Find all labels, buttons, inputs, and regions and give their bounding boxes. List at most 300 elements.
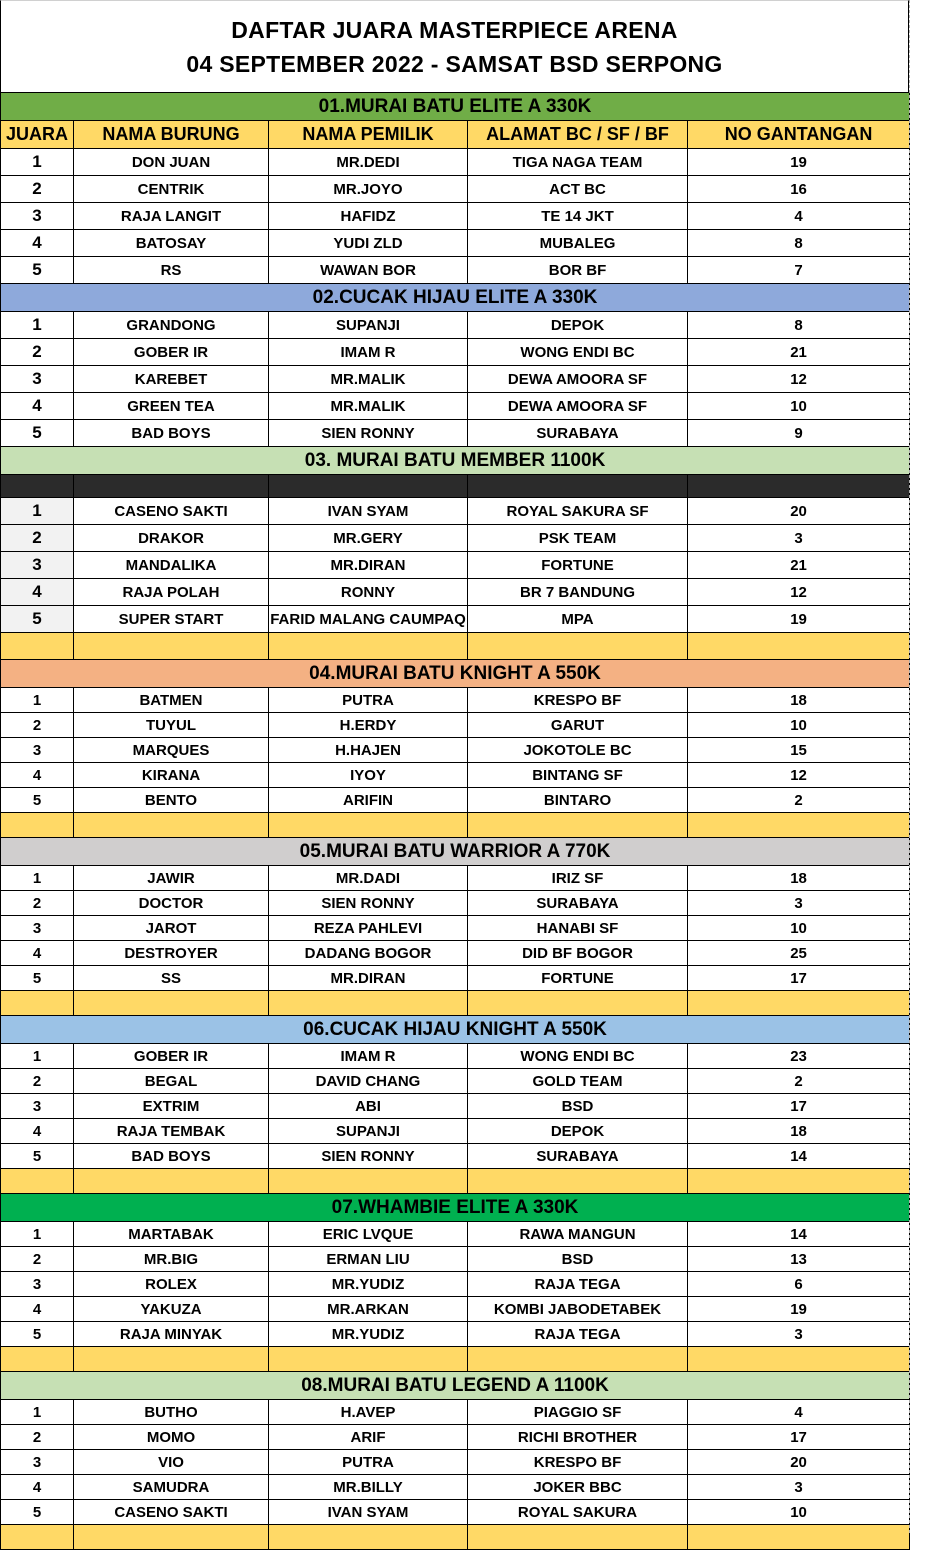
blank-cell: [468, 1525, 688, 1550]
rank-cell: 2: [1, 713, 74, 738]
bird-name-cell: BAD BOYS: [74, 420, 269, 447]
address-cell: MPA: [468, 606, 688, 633]
results-table: [0, 92, 910, 1550]
table-row: [1, 393, 910, 420]
address-cell: DEPOK: [468, 1119, 688, 1144]
blank-row: [1, 1169, 910, 1194]
table-row: [1, 916, 910, 941]
owner-name-cell: ARIF: [269, 1425, 468, 1450]
bird-name-cell: MANDALIKA: [74, 552, 269, 579]
blank-cell: [269, 991, 468, 1016]
rank-cell: 4: [1, 393, 74, 420]
owner-name-cell: MR.YUDIZ: [269, 1322, 468, 1347]
owner-name-cell: SIEN RONNY: [269, 1144, 468, 1169]
rank-cell: 3: [1, 916, 74, 941]
blank-cell: [269, 1169, 468, 1194]
blank-cell: [688, 1347, 910, 1372]
table-row: [1, 149, 910, 176]
rank-cell: 2: [1, 525, 74, 552]
blank-cell: [74, 1169, 269, 1194]
section-title: 08.MURAI BATU LEGEND A 1100K: [1, 1372, 910, 1400]
blank-cell: [688, 1169, 910, 1194]
cage-number-cell: 10: [688, 713, 910, 738]
owner-name-cell: MR.GERY: [269, 525, 468, 552]
address-cell: IRIZ SF: [468, 866, 688, 891]
section-header-row: [1, 1194, 910, 1222]
table-row: [1, 203, 910, 230]
table-row: [1, 525, 910, 552]
rank-cell: 1: [1, 149, 74, 176]
rank-cell: 2: [1, 339, 74, 366]
bird-name-cell: TUYUL: [74, 713, 269, 738]
cage-number-cell: 2: [688, 1069, 910, 1094]
bird-name-cell: BATMEN: [74, 688, 269, 713]
owner-name-cell: IYOY: [269, 763, 468, 788]
dark-bar-row: [1, 475, 910, 498]
table-row: [1, 1144, 910, 1169]
cage-number-cell: 3: [688, 525, 910, 552]
bird-name-cell: CASENO SAKTI: [74, 1500, 269, 1525]
cage-number-cell: 8: [688, 312, 910, 339]
owner-name-cell: SUPANJI: [269, 312, 468, 339]
owner-name-cell: MR.BILLY: [269, 1475, 468, 1500]
address-cell: TIGA NAGA TEAM: [468, 149, 688, 176]
address-cell: PSK TEAM: [468, 525, 688, 552]
owner-name-cell: MR.DADI: [269, 866, 468, 891]
address-cell: KRESPO BF: [468, 1450, 688, 1475]
rank-cell: 5: [1, 257, 74, 284]
bird-name-cell: SUPER START: [74, 606, 269, 633]
owner-name-cell: H.ERDY: [269, 713, 468, 738]
rank-cell: 1: [1, 312, 74, 339]
address-cell: BOR BF: [468, 257, 688, 284]
rank-cell: 5: [1, 1500, 74, 1525]
cage-number-cell: 3: [688, 1322, 910, 1347]
rank-cell: 3: [1, 1272, 74, 1297]
address-cell: BINTARO: [468, 788, 688, 813]
table-row: [1, 763, 910, 788]
rank-cell: 5: [1, 1322, 74, 1347]
blank-cell: [74, 813, 269, 838]
cage-number-cell: 4: [688, 1400, 910, 1425]
dark-cell: [1, 475, 74, 498]
blank-cell: [1, 991, 74, 1016]
owner-name-cell: MR.DIRAN: [269, 552, 468, 579]
owner-name-cell: H.AVEP: [269, 1400, 468, 1425]
rank-cell: 5: [1, 966, 74, 991]
blank-cell: [269, 1347, 468, 1372]
address-cell: KRESPO BF: [468, 688, 688, 713]
table-row: [1, 366, 910, 393]
bird-name-cell: MARTABAK: [74, 1222, 269, 1247]
address-cell: BSD: [468, 1247, 688, 1272]
owner-name-cell: MR.ARKAN: [269, 1297, 468, 1322]
bird-name-cell: JAROT: [74, 916, 269, 941]
blank-cell: [1, 1169, 74, 1194]
rank-cell: 3: [1, 203, 74, 230]
rank-cell: 4: [1, 941, 74, 966]
table-row: [1, 339, 910, 366]
owner-name-cell: ABI: [269, 1094, 468, 1119]
owner-name-cell: MR.MALIK: [269, 393, 468, 420]
bird-name-cell: GRANDONG: [74, 312, 269, 339]
table-row: [1, 420, 910, 447]
address-cell: ROYAL SAKURA SF: [468, 498, 688, 525]
bird-name-cell: CASENO SAKTI: [74, 498, 269, 525]
blank-cell: [468, 1347, 688, 1372]
rank-cell: 3: [1, 366, 74, 393]
section-header-row: [1, 1372, 910, 1400]
address-cell: SURABAYA: [468, 1144, 688, 1169]
address-cell: ACT BC: [468, 176, 688, 203]
address-cell: WONG ENDI BC: [468, 1044, 688, 1069]
rank-cell: 3: [1, 1450, 74, 1475]
rank-cell: 1: [1, 688, 74, 713]
blank-cell: [468, 1169, 688, 1194]
bird-name-cell: RAJA TEMBAK: [74, 1119, 269, 1144]
blank-row: [1, 1347, 910, 1372]
table-row: [1, 866, 910, 891]
owner-name-cell: RONNY: [269, 579, 468, 606]
blank-cell: [1, 633, 74, 660]
sheet-gridline: [909, 0, 942, 1533]
address-cell: BSD: [468, 1094, 688, 1119]
rank-cell: 5: [1, 420, 74, 447]
owner-name-cell: SIEN RONNY: [269, 891, 468, 916]
dark-cell: [688, 475, 910, 498]
bird-name-cell: EXTRIM: [74, 1094, 269, 1119]
blank-cell: [688, 1525, 910, 1550]
rank-cell: 2: [1, 176, 74, 203]
cage-number-cell: 19: [688, 1297, 910, 1322]
table-row: [1, 552, 910, 579]
blank-row: [1, 991, 910, 1016]
section-header-row: [1, 1016, 910, 1044]
address-cell: JOKOTOLE BC: [468, 738, 688, 763]
table-row: [1, 1450, 910, 1475]
table-row: [1, 1425, 910, 1450]
table-row: [1, 688, 910, 713]
cage-number-cell: 9: [688, 420, 910, 447]
table-row: [1, 498, 910, 525]
bird-name-cell: BENTO: [74, 788, 269, 813]
section-title: 03. MURAI BATU MEMBER 1100K: [1, 447, 910, 475]
title-line-1: DAFTAR JUARA MASTERPIECE ARENA: [231, 16, 678, 43]
owner-name-cell: IMAM R: [269, 339, 468, 366]
owner-name-cell: ERIC LVQUE: [269, 1222, 468, 1247]
section-header-row: [1, 838, 910, 866]
table-row: [1, 891, 910, 916]
address-cell: BINTANG SF: [468, 763, 688, 788]
address-cell: JOKER BBC: [468, 1475, 688, 1500]
table-row: [1, 230, 910, 257]
table-row: [1, 1247, 910, 1272]
cage-number-cell: 16: [688, 176, 910, 203]
cage-number-cell: 18: [688, 866, 910, 891]
table-row: [1, 1119, 910, 1144]
cage-number-cell: 12: [688, 579, 910, 606]
blank-cell: [269, 633, 468, 660]
owner-name-cell: PUTRA: [269, 688, 468, 713]
blank-cell: [269, 1525, 468, 1550]
address-cell: FORTUNE: [468, 966, 688, 991]
bird-name-cell: DON JUAN: [74, 149, 269, 176]
blank-cell: [269, 813, 468, 838]
column-header: ALAMAT BC / SF / BF: [468, 121, 688, 149]
address-cell: HANABI SF: [468, 916, 688, 941]
table-row: [1, 1272, 910, 1297]
rank-cell: 5: [1, 606, 74, 633]
cage-number-cell: 14: [688, 1144, 910, 1169]
cage-number-cell: 17: [688, 1425, 910, 1450]
bird-name-cell: DOCTOR: [74, 891, 269, 916]
cage-number-cell: 4: [688, 203, 910, 230]
blank-cell: [688, 633, 910, 660]
dark-cell: [269, 475, 468, 498]
section-title: 04.MURAI BATU KNIGHT A 550K: [1, 660, 910, 688]
rank-cell: 4: [1, 230, 74, 257]
table-row: [1, 1500, 910, 1525]
bird-name-cell: BATOSAY: [74, 230, 269, 257]
owner-name-cell: ERMAN LIU: [269, 1247, 468, 1272]
section-header-row: [1, 93, 910, 121]
rank-cell: 3: [1, 1094, 74, 1119]
address-cell: DEPOK: [468, 312, 688, 339]
cage-number-cell: 12: [688, 763, 910, 788]
bird-name-cell: ROLEX: [74, 1272, 269, 1297]
rank-cell: 4: [1, 1297, 74, 1322]
owner-name-cell: MR.YUDIZ: [269, 1272, 468, 1297]
blank-row: [1, 633, 910, 660]
owner-name-cell: MR.JOYO: [269, 176, 468, 203]
address-cell: KOMBI JABODETABEK: [468, 1297, 688, 1322]
address-cell: DEWA AMOORA SF: [468, 366, 688, 393]
cage-number-cell: 13: [688, 1247, 910, 1272]
bird-name-cell: RAJA LANGIT: [74, 203, 269, 230]
table-row: [1, 312, 910, 339]
owner-name-cell: SIEN RONNY: [269, 420, 468, 447]
rank-cell: 3: [1, 552, 74, 579]
bird-name-cell: RS: [74, 257, 269, 284]
cage-number-cell: 7: [688, 257, 910, 284]
cage-number-cell: 2: [688, 788, 910, 813]
cage-number-cell: 17: [688, 966, 910, 991]
bird-name-cell: SAMUDRA: [74, 1475, 269, 1500]
blank-cell: [1, 813, 74, 838]
table-row: [1, 1297, 910, 1322]
rank-cell: 2: [1, 1425, 74, 1450]
table-row: [1, 966, 910, 991]
owner-name-cell: MR.MALIK: [269, 366, 468, 393]
address-cell: SURABAYA: [468, 891, 688, 916]
cage-number-cell: 3: [688, 1475, 910, 1500]
cage-number-cell: 10: [688, 393, 910, 420]
bird-name-cell: CENTRIK: [74, 176, 269, 203]
section-title: 07.WHAMBIE ELITE A 330K: [1, 1194, 910, 1222]
address-cell: TE 14 JKT: [468, 203, 688, 230]
cage-number-cell: 19: [688, 606, 910, 633]
owner-name-cell: IVAN SYAM: [269, 1500, 468, 1525]
rank-cell: 1: [1, 498, 74, 525]
blank-cell: [468, 991, 688, 1016]
table-row: [1, 257, 910, 284]
rank-cell: 2: [1, 1069, 74, 1094]
bird-name-cell: MARQUES: [74, 738, 269, 763]
address-cell: RAJA TEGA: [468, 1322, 688, 1347]
bird-name-cell: RAJA POLAH: [74, 579, 269, 606]
blank-row: [1, 1525, 910, 1550]
address-cell: SURABAYA: [468, 420, 688, 447]
blank-cell: [74, 1347, 269, 1372]
bird-name-cell: RAJA MINYAK: [74, 1322, 269, 1347]
owner-name-cell: FARID MALANG CAUMPAQ: [269, 606, 468, 633]
address-cell: FORTUNE: [468, 552, 688, 579]
cage-number-cell: 19: [688, 149, 910, 176]
address-cell: GARUT: [468, 713, 688, 738]
table-row: [1, 1044, 910, 1069]
cage-number-cell: 15: [688, 738, 910, 763]
results-table-body: [1, 93, 910, 1550]
blank-cell: [468, 633, 688, 660]
owner-name-cell: HAFIDZ: [269, 203, 468, 230]
bird-name-cell: SS: [74, 966, 269, 991]
column-header: NAMA PEMILIK: [269, 121, 468, 149]
rank-cell: 4: [1, 1475, 74, 1500]
table-row: [1, 606, 910, 633]
section-title: 05.MURAI BATU WARRIOR A 770K: [1, 838, 910, 866]
table-row: [1, 738, 910, 763]
section-title: 01.MURAI BATU ELITE A 330K: [1, 93, 910, 121]
rank-cell: 1: [1, 1222, 74, 1247]
owner-name-cell: H.HAJEN: [269, 738, 468, 763]
blank-cell: [688, 991, 910, 1016]
owner-name-cell: REZA PAHLEVI: [269, 916, 468, 941]
bird-name-cell: DRAKOR: [74, 525, 269, 552]
bird-name-cell: BUTHO: [74, 1400, 269, 1425]
blank-cell: [1, 1347, 74, 1372]
bird-name-cell: YAKUZA: [74, 1297, 269, 1322]
section-header-row: [1, 447, 910, 475]
cage-number-cell: 20: [688, 1450, 910, 1475]
bird-name-cell: VIO: [74, 1450, 269, 1475]
owner-name-cell: YUDI ZLD: [269, 230, 468, 257]
rank-cell: 4: [1, 1119, 74, 1144]
table-row: [1, 1475, 910, 1500]
title-line-2: 04 SEPTEMBER 2022 - SAMSAT BSD SERPONG: [186, 50, 723, 77]
section-title: 06.CUCAK HIJAU KNIGHT A 550K: [1, 1016, 910, 1044]
title-block: [0, 0, 909, 92]
rank-cell: 1: [1, 866, 74, 891]
owner-name-cell: MR.DIRAN: [269, 966, 468, 991]
address-cell: RAJA TEGA: [468, 1272, 688, 1297]
bird-name-cell: KAREBET: [74, 366, 269, 393]
cage-number-cell: 3: [688, 891, 910, 916]
rank-cell: 4: [1, 763, 74, 788]
cage-number-cell: 17: [688, 1094, 910, 1119]
blank-cell: [688, 813, 910, 838]
address-cell: RICHI BROTHER: [468, 1425, 688, 1450]
table-row: [1, 1069, 910, 1094]
address-cell: ROYAL SAKURA: [468, 1500, 688, 1525]
cage-number-cell: 25: [688, 941, 910, 966]
cage-number-cell: 8: [688, 230, 910, 257]
address-cell: WONG ENDI BC: [468, 339, 688, 366]
column-header: NAMA BURUNG: [74, 121, 269, 149]
blank-row: [1, 813, 910, 838]
rank-cell: 3: [1, 738, 74, 763]
owner-name-cell: DADANG BOGOR: [269, 941, 468, 966]
bird-name-cell: KIRANA: [74, 763, 269, 788]
section-title: 02.CUCAK HIJAU ELITE A 330K: [1, 284, 910, 312]
table-row: [1, 579, 910, 606]
bird-name-cell: GOBER IR: [74, 1044, 269, 1069]
table-row: [1, 1094, 910, 1119]
dark-cell: [74, 475, 269, 498]
bird-name-cell: MOMO: [74, 1425, 269, 1450]
cage-number-cell: 14: [688, 1222, 910, 1247]
table-row: [1, 788, 910, 813]
cage-number-cell: 23: [688, 1044, 910, 1069]
cage-number-cell: 20: [688, 498, 910, 525]
bird-name-cell: GOBER IR: [74, 339, 269, 366]
rank-cell: 2: [1, 891, 74, 916]
owner-name-cell: DAVID CHANG: [269, 1069, 468, 1094]
column-header: JUARA: [1, 121, 74, 149]
table-row: [1, 713, 910, 738]
table-row: [1, 176, 910, 203]
bird-name-cell: BEGAL: [74, 1069, 269, 1094]
column-header: NO GANTANGAN: [688, 121, 910, 149]
address-cell: DID BF BOGOR: [468, 941, 688, 966]
table-row: [1, 1322, 910, 1347]
section-header-row: [1, 660, 910, 688]
cage-number-cell: 18: [688, 688, 910, 713]
blank-cell: [74, 633, 269, 660]
table-row: [1, 1222, 910, 1247]
owner-name-cell: IVAN SYAM: [269, 498, 468, 525]
rank-cell: 1: [1, 1044, 74, 1069]
bird-name-cell: JAWIR: [74, 866, 269, 891]
bird-name-cell: GREEN TEA: [74, 393, 269, 420]
address-cell: MUBALEG: [468, 230, 688, 257]
cage-number-cell: 18: [688, 1119, 910, 1144]
column-header-row: [1, 121, 910, 149]
table-row: [1, 1400, 910, 1425]
owner-name-cell: ARIFIN: [269, 788, 468, 813]
cage-number-cell: 21: [688, 339, 910, 366]
bird-name-cell: BAD BOYS: [74, 1144, 269, 1169]
bird-name-cell: MR.BIG: [74, 1247, 269, 1272]
owner-name-cell: SUPANJI: [269, 1119, 468, 1144]
address-cell: DEWA AMOORA SF: [468, 393, 688, 420]
owner-name-cell: PUTRA: [269, 1450, 468, 1475]
blank-cell: [1, 1525, 74, 1550]
cage-number-cell: 10: [688, 1500, 910, 1525]
table-row: [1, 941, 910, 966]
owner-name-cell: MR.DEDI: [269, 149, 468, 176]
rank-cell: 4: [1, 579, 74, 606]
section-header-row: [1, 284, 910, 312]
address-cell: PIAGGIO SF: [468, 1400, 688, 1425]
rank-cell: 5: [1, 788, 74, 813]
bird-name-cell: DESTROYER: [74, 941, 269, 966]
owner-name-cell: WAWAN BOR: [269, 257, 468, 284]
blank-cell: [74, 991, 269, 1016]
address-cell: RAWA MANGUN: [468, 1222, 688, 1247]
rank-cell: 1: [1, 1400, 74, 1425]
blank-cell: [74, 1525, 269, 1550]
cage-number-cell: 10: [688, 916, 910, 941]
